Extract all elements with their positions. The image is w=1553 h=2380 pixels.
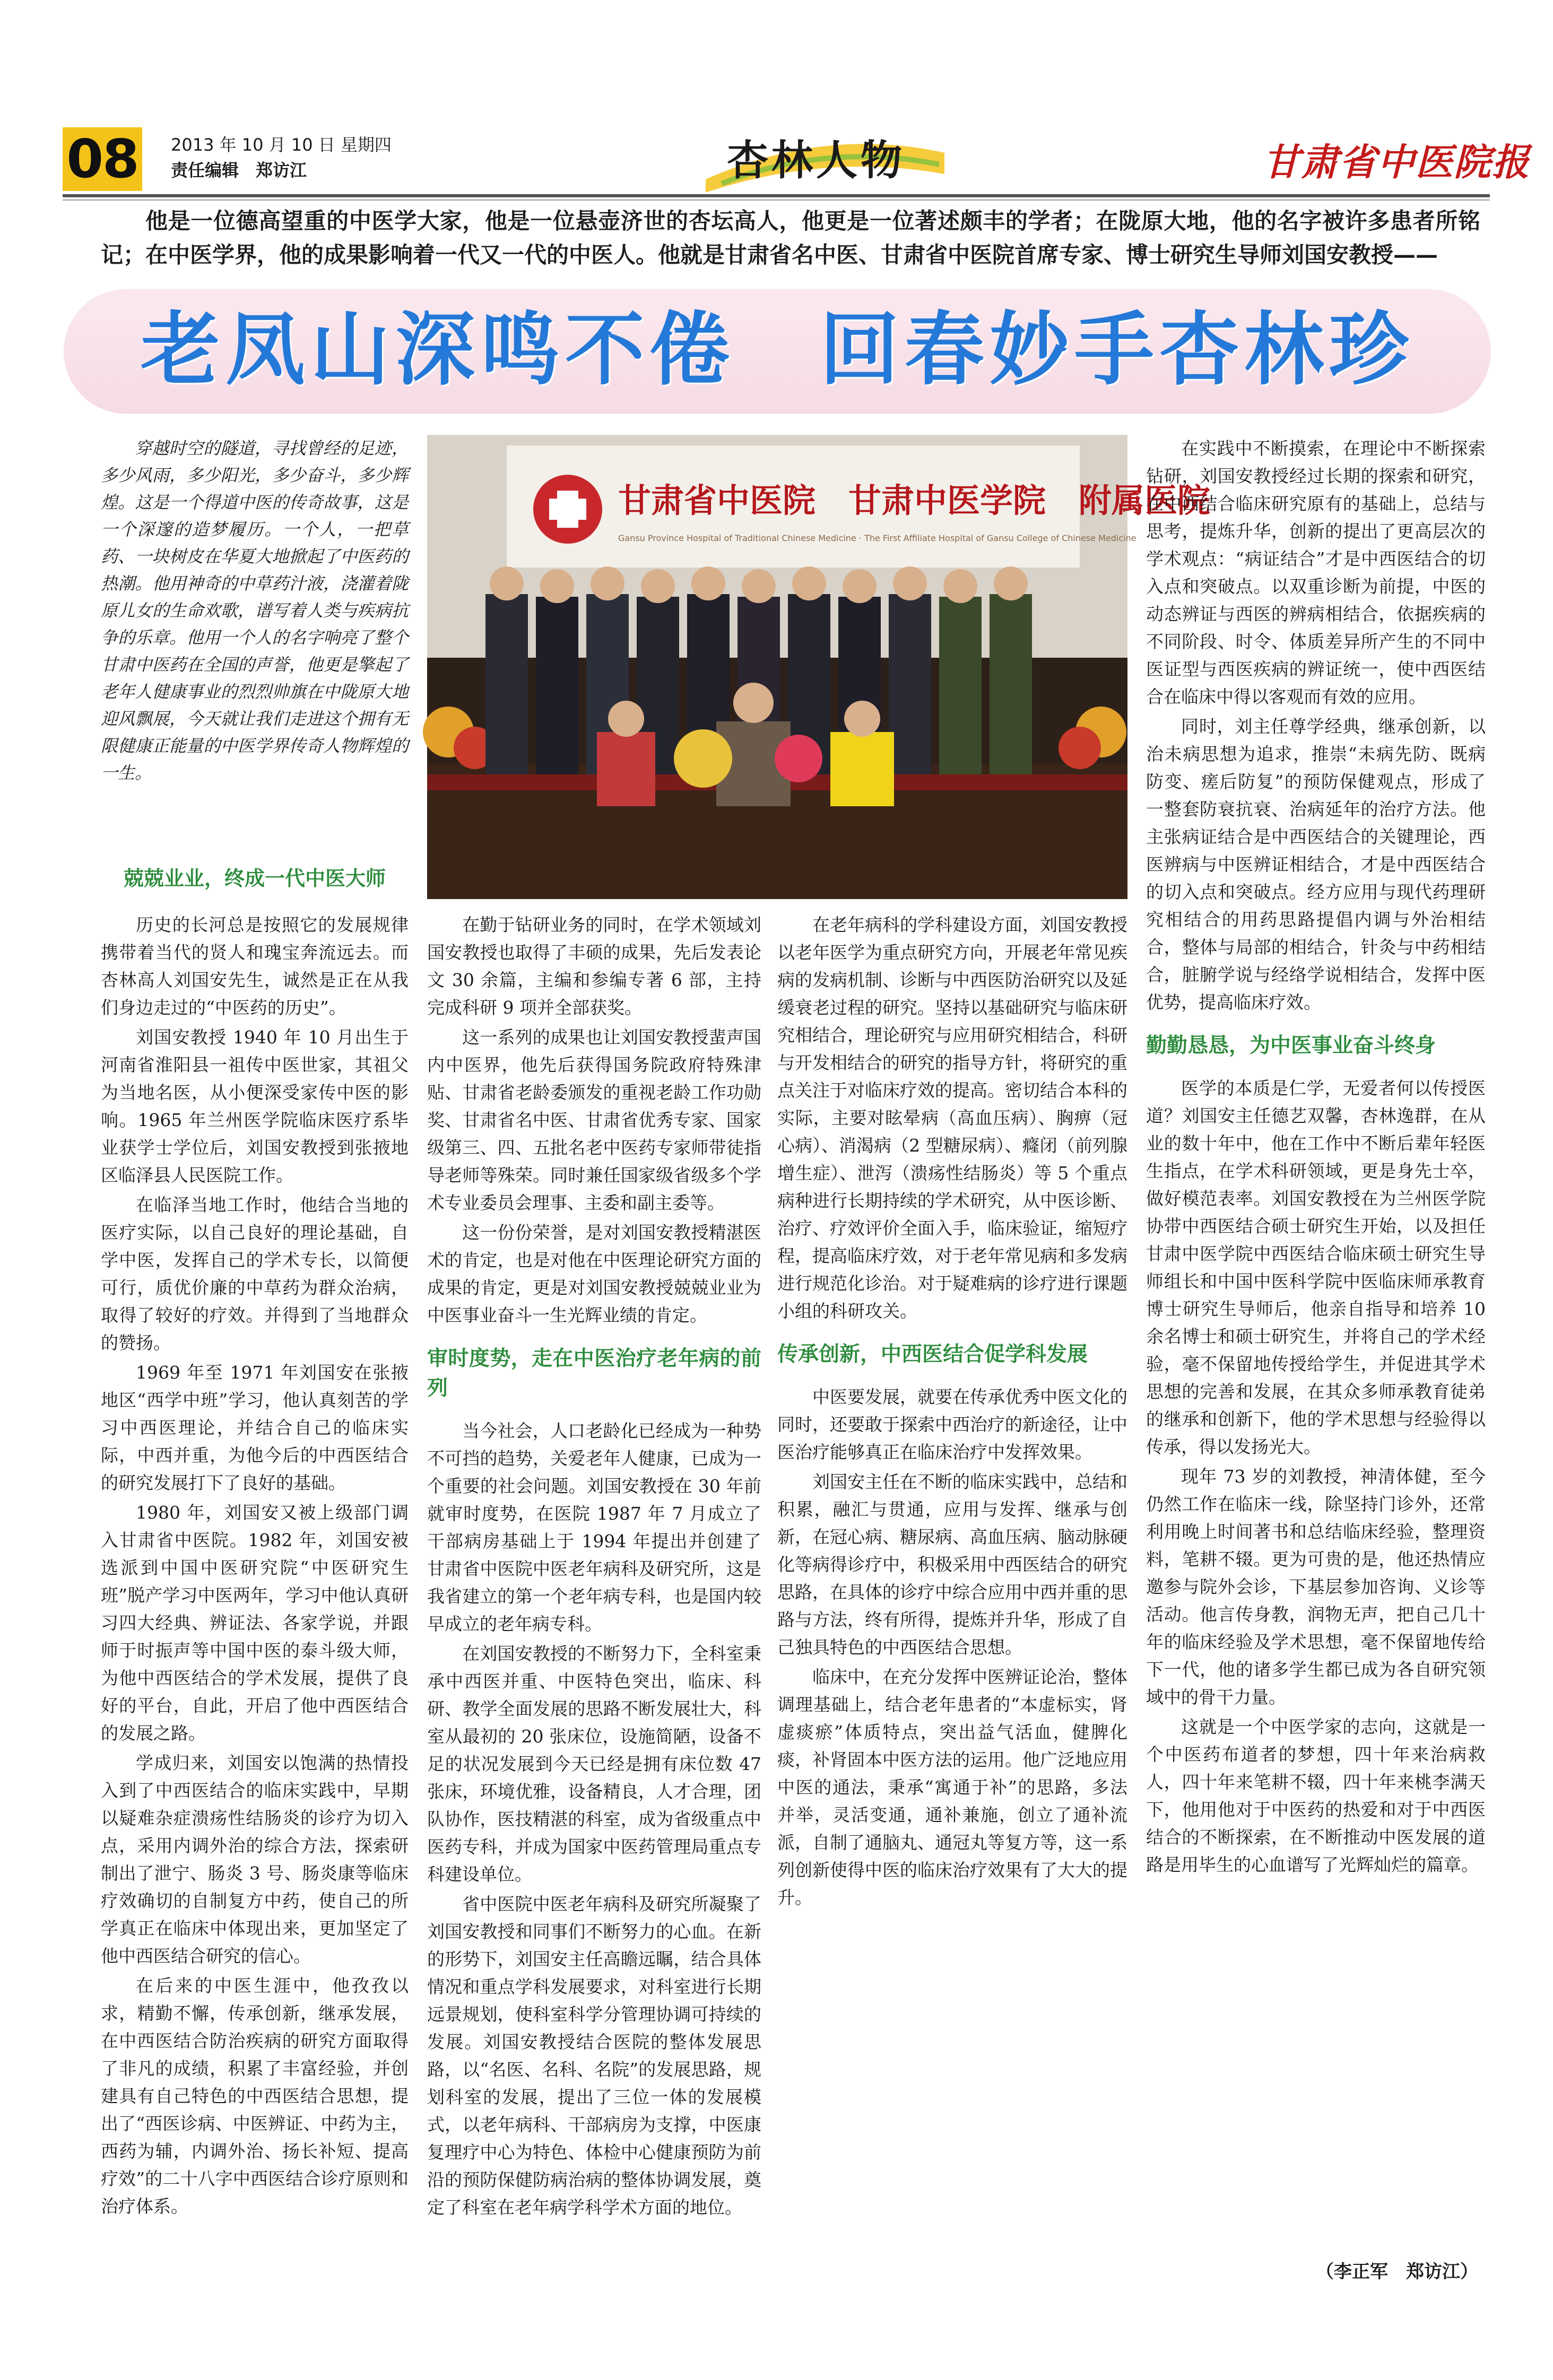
paragraph: 在后来的中医生涯中，他孜孜以求，精勤不懈，传承创新，继承发展，在中西医结合防治疾病的研究方面取得了非凡的成绩，积累了丰富经验，并创建具有自己特色的中西医结合思想，提出了“西医诊病、中医辨证、中药为主，西药为辅，内调外治、扬长补短、提高疗效”的二十八字中西医结合诊疗原则和治疗体系。: [101, 1975, 409, 2217]
paragraph: 1980 年，刘国安又被上级部门调入甘肃省中医院。1982 年，刘国安被选派到中国中医研究院“中医研究生班”脱产学习中医两年，学习中他认真研习四大经典、辨证法、各家学说，并跟师于时振声等中国中医的泰斗级大师，为他中西医结合的学术发展，提供了良好的平台，自此，开启了他中西医结合的发展之路。: [101, 1502, 409, 1743]
intro-paragraph: 穿越时空的隧道，寻找曾经的足迹，多少风雨，多少阳光，多少奋斗，多少辉煌。这是一个得道中医的传奇故事，这是一个深邃的造梦履历。一个人，一把草药、一块树皮在华夏大地掀起了中医药的热潮。他用神奇的中草药汁液，浇灌着陇原儿女的生命欢歌，谱写着人类与疾病抗争的乐章。他用一个人的名字响亮了整个甘肃中医药在全国的声誉，他更是擎起了老年人健康事业的烈烈帅旗在中陇原大地迎风飘展，今天就让我们走进这个拥有无限健康正能量的中医学界传奇人物辉煌的一生。: [101, 438, 409, 783]
header-rule: [63, 194, 1490, 197]
paragraph: 医学的本质是仁学，无爱者何以传授医道？刘国安主任德艺双馨，杏林逸群，在从业的数十年中，他在工作中不断后辈年轻医生指点，在学术科研领域，更是身先士卒，做好模范表率。刘国安教授在为兰州医学院协带中西医结合硕士研究生开始，以及担任甘肃中医学院中西医结合临床硕士研究生导师组长和中国中医科学院中医临床师承教育博士研究生导师后，他亲自指导和培养 10 余名博士和硕士研究生，并将自己的学术经验，毫不保留地传授给学生，并促进其学术思想的完善和发展，在其众多师承教育徒弟的继承和创新下，他的学术思想与经验得以传承，得以发扬光大。: [1146, 1078, 1486, 1457]
paragraph: 在刘国安教授的不断努力下，全科室秉承中西医并重、中医特色突出，临床、科研、教学全面发展的思路不断发展壮大，科室从最初的 20 张床位，设施简陋，设备不足的状况发展到今天已经是拥有床位数 47 张床，环境优雅，设备精良，人才合理，团队协作，医技精湛的科室，成为省级重点中医药专科，并成为国家中医药管理局重点专科建设单位。: [427, 1643, 761, 1885]
paragraph: 在临泽当地工作时，他结合当地的医疗实际，以自己良好的理论基础，自学中医，发挥自己的学术专长，以简便可行，质优价廉的中草药为群众治病，取得了较好的疗效。并得到了当地群众的赞扬。: [101, 1195, 409, 1353]
column-2: [427, 911, 761, 2224]
paragraph: 同时，刘主任尊学经典，继承创新，以治未病思想为追求，推崇“未病先防、既病防变、瘥后防复”的预防保健观点，形成了一整套防衰抗衰、治病延年的治疗方法。他主张病证结合是中西医结合的关键理论，西医辨病与中医辨证相结合，才是中西医结合的切入点和突破点。经方应用与现代药理研究相结合的用药思路提倡内调与外治相结合，整体与局部的相结合，针灸与中药相结合，脏腑学说与经络学说相结合，发挥中医优势，提高临床疗效。: [1146, 716, 1486, 1013]
paragraph: 历史的长河总是按照它的发展规律携带着当代的贤人和瑰宝奔流远去。而杏林高人刘国安先生，诚然是正在从我们身边走过的“中医药的历史”。: [101, 914, 409, 1018]
paragraph: 这就是一个中医学家的志向，这就是一个中医药布道者的梦想，四十年来治病救人，四十年来笔耕不辍，四十年来桃李满天下，他用他对于中医药的热爱和对于中西医结合的不断探索，在不断推动中医发展的道路是用毕生的心血谱写了光辉灿烂的篇章。: [1146, 1716, 1486, 1875]
paragraph: 这一系列的成果也让刘国安教授蜚声国内中医界，他先后获得国务院政府特殊津贴、甘肃省老龄委颁发的重视老龄工作功勋奖、甘肃省名中医、甘肃省优秀专家、国家级第三、四、五批名老中医药专家师带徒指导老师等殊荣。同时兼任国家级省级多个学术专业委员会理事、主委和副主委等。: [427, 1027, 761, 1213]
section-heading-2: 审时度势，走在中医治疗老年病的前列: [427, 1347, 761, 1400]
section-heading-4: 勤勤恳恳，为中医事业奋斗终身: [1146, 1034, 1436, 1058]
paragraph: 1969 年至 1971 年刘国安在张掖地区“西学中班”学习，他认真刻苦的学习中西医理论，并结合自己的临床实际，中西并重，为他今后的中西医结合的研究发展打下了良好的基础。: [101, 1362, 409, 1493]
masthead: 甘肃省中医院报: [1263, 140, 1530, 184]
photo-banner-text: 甘肃省中医院 甘肃中医学院 附属医院: [618, 481, 1211, 520]
byline: （李正军 郑访江）: [1316, 2261, 1478, 2282]
paragraph: 在勤于钻研业务的同时，在学术领域刘国安教授也取得了丰硕的成果，先后发表论文 30 余篇，主编和参编专著 6 部，主持完成科研 9 项并全部获奖。: [427, 914, 761, 1018]
column-3: [777, 911, 1127, 1914]
paragraph: 省中医院中医老年病科及研究所凝聚了刘国安教授和同事们不断努力的心血。在新的形势下，刘国安主任高瞻远瞩，结合具体情况和重点学科发展要求，对科室进行长期远景规划，使科室科学分管理协调可持续的发展。刘国安教授结合医院的整体发展思路，以“名医、名科、名院”的发展思路，规划科室的发展，提出了三位一体的发展模式，以老年病科、干部病房为支撑，中医康复理疗中心为特色、体检中心健康预防为前沿的预防保健防病治病的整体协调发展，奠定了科室在老年病学科学术方面的地位。: [427, 1894, 761, 2218]
paragraph: 在实践中不断摸索，在理论中不断探索钻研，刘国安教授经过长期的探索和研究，在中西结合临床研究原有的基础上，总结与思考，提炼升华，创新的提出了更高层次的学术观点：“病证结合”才是中西医结合的切入点和突破点。以双重诊断为前提，中医的动态辨证与西医的辨病相结合，依据疾病的不同阶段、时令、体质差异所产生的不同中医证型与西医疾病的辨证统一，使中西医结合在临床中得以客观而有效的应用。: [1146, 438, 1486, 707]
header-rule-thin: [63, 199, 1490, 200]
section-title: 杏林人物: [727, 137, 906, 185]
section-heading-3: 传承创新，中西医结合促学科发展: [777, 1342, 1088, 1366]
paragraph: 当今社会，人口老龄化已经成为一种势不可挡的趋势，关爱老年人健康，已成为一个重要的社会问题。刘国安教授在 30 年前就审时度势，在医院 1987 年 7 月成立了干部病房基础上于 1994 年提出并创建了甘肃省中医院中医老年病科及研究所，这是我省建立的第一个老年病专科，也是国内较早成立的老年病专科。: [427, 1420, 761, 1634]
paragraph: 现年 73 岁的刘教授，神清体健，至今仍然工作在临床一线，除坚持门诊外，还常利用晚上时间著书和总结临床经验，整理资料，笔耕不辍。更为可贵的是，他还热情应邀参与院外会诊，下基层参加咨询、义诊等活动。他言传身教，润物无声，把自己几十年的临床经验及学术思想，毫不保留地传给下一代，他的诸多学生都已成为各自研究领域中的骨干力量。: [1146, 1466, 1486, 1707]
lead-paragraph: 他是一位德高望重的中医学大家，他是一位悬壶济世的杏坛高人，他更是一位著述颇丰的学者；在陇原大地，他的名字被许多患者所铭记；在中医学界，他的成果影响着一代又一代的中医人。他就是甘肃省名中医、甘肃省中医院首席专家、博士研究生导师刘国安教授——: [101, 208, 1480, 268]
group-photo: [427, 435, 1211, 899]
paragraph: 刘国安教授 1940 年 10 月出生于河南省淮阳县一祖传中医世家，其祖父为当地名医，从小便深受家传中医的影响。1965 年兰州医学院临床医疗系毕业获学士学位后，刘国安教授到张掖地区临泽县人民医院工作。: [101, 1027, 409, 1185]
page-number: 08: [63, 127, 142, 191]
section-heading-1: 兢兢业业，终成一代中医大师: [123, 867, 386, 890]
paragraph: 学成归来，刘国安以饱满的热情投入到了中西医结合的临床实践中，早期以疑难杂症溃疡性结肠炎的诊疗为切入点，采用内调外治的综合方法，探索研制出了泄宁、肠炎 3 号、肠炎康等临床疗效确切的自制复方中药，使自己的所学真正在临床中体现出来，更加坚定了他中西医结合研究的信心。: [101, 1753, 409, 1966]
column-4: [1146, 435, 1486, 1881]
main-headline: 老凤山深鸣不倦 回春妙手杏林珍: [140, 304, 1414, 396]
photo-banner-subtext: Gansu Province Hospital of Traditional Chinese Medicine · The First Affiliate Hospital of Gansu College of Chinese Medicine: [618, 533, 1136, 543]
paragraph: 刘国安主任在不断的临床实践中，总结和积累，融汇与贯通，应用与发挥、继承与创新，在冠心病、糖尿病、高血压病、脑动脉硬化等病得诊疗中，积极采用中西医结合的研究思路，在具体的诊疗中综合应用中西并重的思路与方法，终有所得，提炼并升华，形成了自己独具特色的中西医结合思想。: [777, 1471, 1127, 1658]
paragraph: 在老年病科的学科建设方面，刘国安教授以老年医学为重点研究方向，开展老年常见疾病的发病机制、诊断与中西医防治研究以及延缓衰老过程的研究。坚持以基础研究与临床研究相结合，理论研究与应用研究相结合，科研与开发相结合的研究的指导方针，将研究的重点关注于对临床疗效的提高。密切结合本科的实际，主要对眩晕病（高血压病）、胸痹（冠心病）、消渴病（2 型糖尿病）、癃闭（前列腺增生症）、泄泻（溃疡性结肠炎）等 5 个重点病种进行长期持续的学术研究，从中医诊断、治疗、疗效评价全面入手，临床验证，缩短疗程，提高临床疗效，对于老年常见病和多发病进行规范化诊治。对于疑难病的诊疗进行课题小组的科研攻关。: [777, 914, 1127, 1321]
issue-date: 2013 年 10 月 10 日 星期四: [171, 135, 392, 155]
column-1: [101, 911, 409, 2222]
editor-line: 责任编辑 郑访江: [171, 160, 307, 180]
paragraph: 这一份份荣誉，是对刘国安教授精湛医术的肯定，也是对他在中医理论研究方面的成果的肯定，更是对刘国安教授兢兢业业为中医事业奋斗一生光辉业绩的肯定。: [427, 1222, 761, 1326]
paragraph: 临床中，在充分发挥中医辨证论治，整体调理基础上，结合老年患者的“本虚标实，肾虚痰瘀”体质特点，突出益气活血，健脾化痰，补肾固本中医方法的运用。他广泛地应用中医的通法，秉承“寓通于补”的思路，多法并举，灵活变通，通补兼施，创立了通补流派，自制了通脑丸、通冠丸等复方等，这一系列创新使得中医的临床治疗效果有了大大的提升。: [777, 1667, 1127, 1908]
paragraph: 中医要发展，就要在传承优秀中医文化的同时，还要敢于探索中西治疗的新途径，让中医治疗能够真正在临床治疗中发挥效果。: [777, 1387, 1127, 1462]
